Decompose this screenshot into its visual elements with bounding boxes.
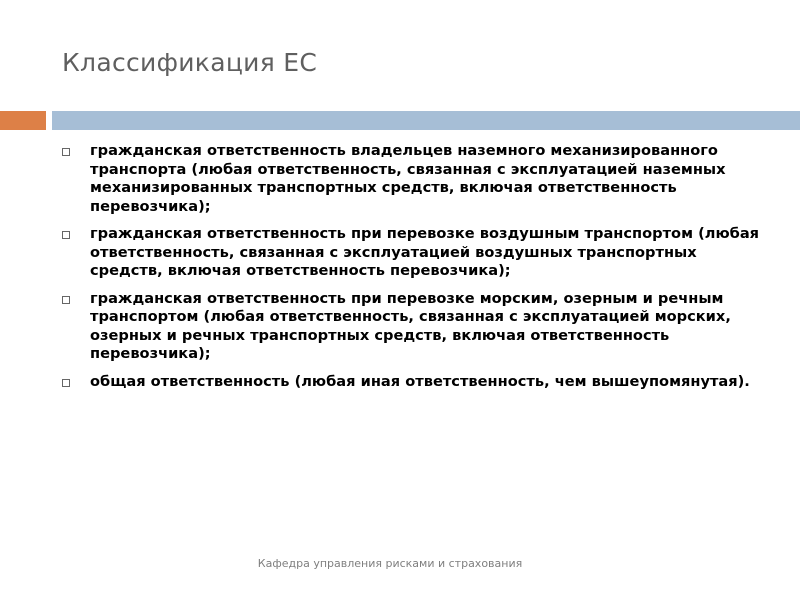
bullet-item [62,290,762,364]
footer-text: Кафедра управления рисками и страхования [257,557,523,570]
bullet-list [62,142,762,400]
title-divider-accent [0,111,46,130]
title-divider-bar [52,111,800,130]
bullet-text: гражданская ответственность при перевозке воздушным транспортом (любая ответственность, связанная с эксплуатацией воздушных транспортных средств, включая ответственность перевозчика); [90,225,760,279]
square-bullet-icon [62,148,70,156]
square-bullet-icon [62,296,70,304]
bullet-text: гражданская ответственность владельцев наземного механизированного транспорта (любая ответственность, связанная с эксплуатацией наземных механизированных транспортных средств, включая ответственность перевозчика); [90,142,726,215]
bullet-item [62,225,762,281]
slide-title: Классификация ЕС [62,48,318,77]
bullet-text: гражданская ответственность при перевозке морским, озерным и речным транспортом (любая ответственность, связанная с эксплуатацией морских, озерных и речных транспортных средств, включая ответственность перевозчика); [90,289,731,362]
bullet-item [62,142,762,216]
bullet-text: общая ответственность (любая иная ответственность, чем вышеупомянутая). [90,372,750,390]
bullet-item [62,373,762,392]
square-bullet-icon [62,231,70,239]
square-bullet-icon [62,379,70,387]
